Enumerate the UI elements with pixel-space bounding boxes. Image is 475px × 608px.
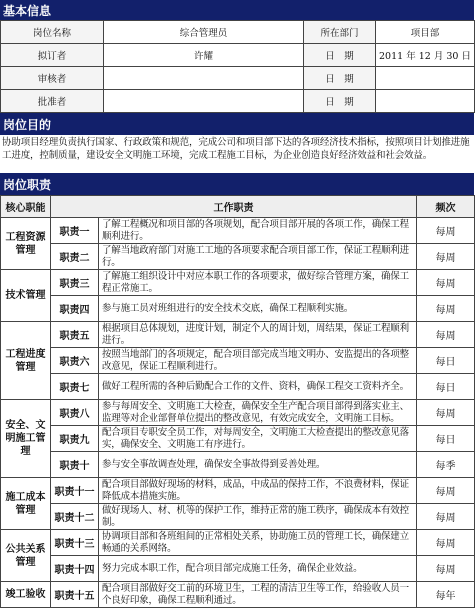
duty-desc: 努力完成本职工作，配合项目部完成施工任务，确保企业效益。: [99, 556, 417, 582]
table-row: [1, 244, 475, 270]
table-row: [1, 530, 475, 556]
approver-label: 批准者: [1, 90, 104, 113]
table-row: [1, 582, 475, 608]
category-technical: 技术管理: [1, 270, 51, 322]
category-resource: 工程资源管理: [1, 218, 51, 270]
table-row: [1, 348, 475, 374]
drafter-value: 许耀: [104, 44, 304, 67]
duty-name: 职责十五: [51, 582, 99, 608]
duty-name: 职责三: [51, 270, 99, 296]
info-row-post: [1, 21, 475, 44]
duty-desc: 了解施工组织设计中对应本职工作的各项要求，做好综合管理方案，确保工程正常施工。: [99, 270, 417, 296]
draft-date-value: 2011 年 12 月 30 日: [376, 44, 475, 67]
duty-name: 职责五: [51, 322, 99, 348]
duty-name: 职责八: [51, 400, 99, 426]
table-row: [1, 504, 475, 530]
info-row-drafter: [1, 44, 475, 67]
approver-value: [104, 90, 304, 113]
info-row-reviewer: [1, 67, 475, 90]
duty-freq: 每周: [417, 296, 475, 322]
duty-desc: 做好工程所需的各种后勤配合工作的文件、资料，确保工程交工资料齐全。: [99, 374, 417, 400]
duty-freq: 每周: [417, 400, 475, 426]
duty-name: 职责九: [51, 426, 99, 452]
drafter-label: 拟订者: [1, 44, 104, 67]
section-purpose-title: 岗位目的: [3, 117, 52, 132]
basic-info-table: [0, 20, 475, 113]
header-core-function: 核心职能: [1, 196, 51, 218]
duty-desc: 了解当地政府部门对施工工地的各项要求配合项目部工作，保证工程顺利进行。: [99, 244, 417, 270]
table-row: [1, 374, 475, 400]
duty-desc: 参与安全事故调查处理，确保安全事故得到妥善处理。: [99, 452, 417, 478]
duty-desc: 配合项目专职安全员工作，对每周安全，文明施工大检查提出的整改意见落实，确保安全、文明施工有序进行。: [99, 426, 417, 452]
table-row: [1, 400, 475, 426]
approve-date-value: [376, 90, 475, 113]
duty-name: 职责二: [51, 244, 99, 270]
reviewer-label: 审核者: [1, 67, 104, 90]
duty-name: 职责十二: [51, 504, 99, 530]
section-purpose-header: [0, 113, 474, 135]
category-cost: 施工成本管理: [1, 478, 51, 530]
duty-desc: 按照当地部门的各项规定，配合项目部完成当地文明办、安监提出的各项整改意见，保证工程顺利进行。: [99, 348, 417, 374]
dept-label: 所在部门: [304, 21, 376, 44]
section-basic-title: 基本信息: [3, 3, 52, 18]
duty-freq: 每周: [417, 218, 475, 244]
table-row: [1, 478, 475, 504]
duty-name: 职责七: [51, 374, 99, 400]
duty-freq: 每季: [417, 452, 475, 478]
duty-desc: 参与每周安全、文明施工大检查，确保安全生产配合项目部得到落实业主、监理等对企业部督单位提出的整改意见，有效完成安全，文明施工目标。: [99, 400, 417, 426]
duty-desc: 做好现场人、材、机等的保护工作，维持正常的施工秩序，确保成本有效控制。: [99, 504, 417, 530]
duty-freq: 每周: [417, 556, 475, 582]
section-basic-header: [0, 0, 474, 20]
duty-freq: 每日: [417, 374, 475, 400]
purpose-text: 协助项目经理负责执行国家、行政政策和规范，完成公司和项目部下达的各项经济技术指标，按照项目计划推进施工进度，控制质量，建设安全文明施工环境，完成工程施工目标，为企业创造良好经济效益和社会效益。: [0, 135, 474, 173]
duty-desc: 配合项目部做好交工前的环境卫生，工程的清洁卫生等工作，给验收人员一个良好印象，确保工程顺利通过。: [99, 582, 417, 608]
duty-name: 职责六: [51, 348, 99, 374]
section-duties-title: 岗位职责: [3, 177, 52, 192]
duty-freq: 每年: [417, 582, 475, 608]
duty-header-row: [1, 196, 475, 218]
duty-desc: 协调项目部和各班组间的正常相处关系，协助施工员的管理工长，确保建立畅通的关系网络。: [99, 530, 417, 556]
info-row-approver: [1, 90, 475, 113]
duty-freq: 每周: [417, 322, 475, 348]
duty-freq: 每周: [417, 530, 475, 556]
duty-freq: 每周: [417, 244, 475, 270]
duty-desc: 根据项目总体规划，进度计划，制定个人的周计划，周结果，保证工程顺利进行。: [99, 322, 417, 348]
duty-name: 职责十一: [51, 478, 99, 504]
reviewer-value: [104, 67, 304, 90]
duty-freq: 每周: [417, 504, 475, 530]
table-row: [1, 296, 475, 322]
duty-name: 职责四: [51, 296, 99, 322]
table-row: [1, 322, 475, 348]
table-row: [1, 452, 475, 478]
review-date-label: 日 期: [304, 67, 376, 90]
duty-name: 职责十: [51, 452, 99, 478]
duty-name: 职责十三: [51, 530, 99, 556]
review-date-value: [376, 67, 475, 90]
duty-name: 职责十四: [51, 556, 99, 582]
section-duties-header: [0, 173, 474, 195]
duty-desc: 配合项目部做好现场的材料，成品，中成品的保持工作，不浪费材料，保证降低成本措施实施。: [99, 478, 417, 504]
dept-value: 项目部: [376, 21, 475, 44]
approve-date-label: 日 期: [304, 90, 376, 113]
category-safety: 安全、文明施工管理: [1, 400, 51, 478]
post-value: 综合管理员: [104, 21, 304, 44]
duty-freq: 每周: [417, 270, 475, 296]
table-row: [1, 556, 475, 582]
header-duties: 工作职责: [51, 196, 417, 218]
duty-desc: 了解工程概况和项目部的各项规划，配合项目部开展的各项工作，确保工程顺利进行。: [99, 218, 417, 244]
header-frequency: 频次: [417, 196, 475, 218]
category-acceptance: 竣工验收: [1, 582, 51, 608]
duty-name: 职责一: [51, 218, 99, 244]
draft-date-label: 日 期: [304, 44, 376, 67]
post-label: 岗位名称: [1, 21, 104, 44]
duty-freq: 每日: [417, 426, 475, 452]
table-row: [1, 426, 475, 452]
category-progress: 工程进度管理: [1, 322, 51, 400]
duty-table: [0, 195, 475, 608]
duty-freq: 每周: [417, 478, 475, 504]
category-public-relations: 公共关系管理: [1, 530, 51, 582]
table-row: [1, 218, 475, 244]
duty-desc: 参与施工员对班组进行的安全技术交底，确保工程顺利实施。: [99, 296, 417, 322]
duty-freq: 每日: [417, 348, 475, 374]
table-row: [1, 270, 475, 296]
